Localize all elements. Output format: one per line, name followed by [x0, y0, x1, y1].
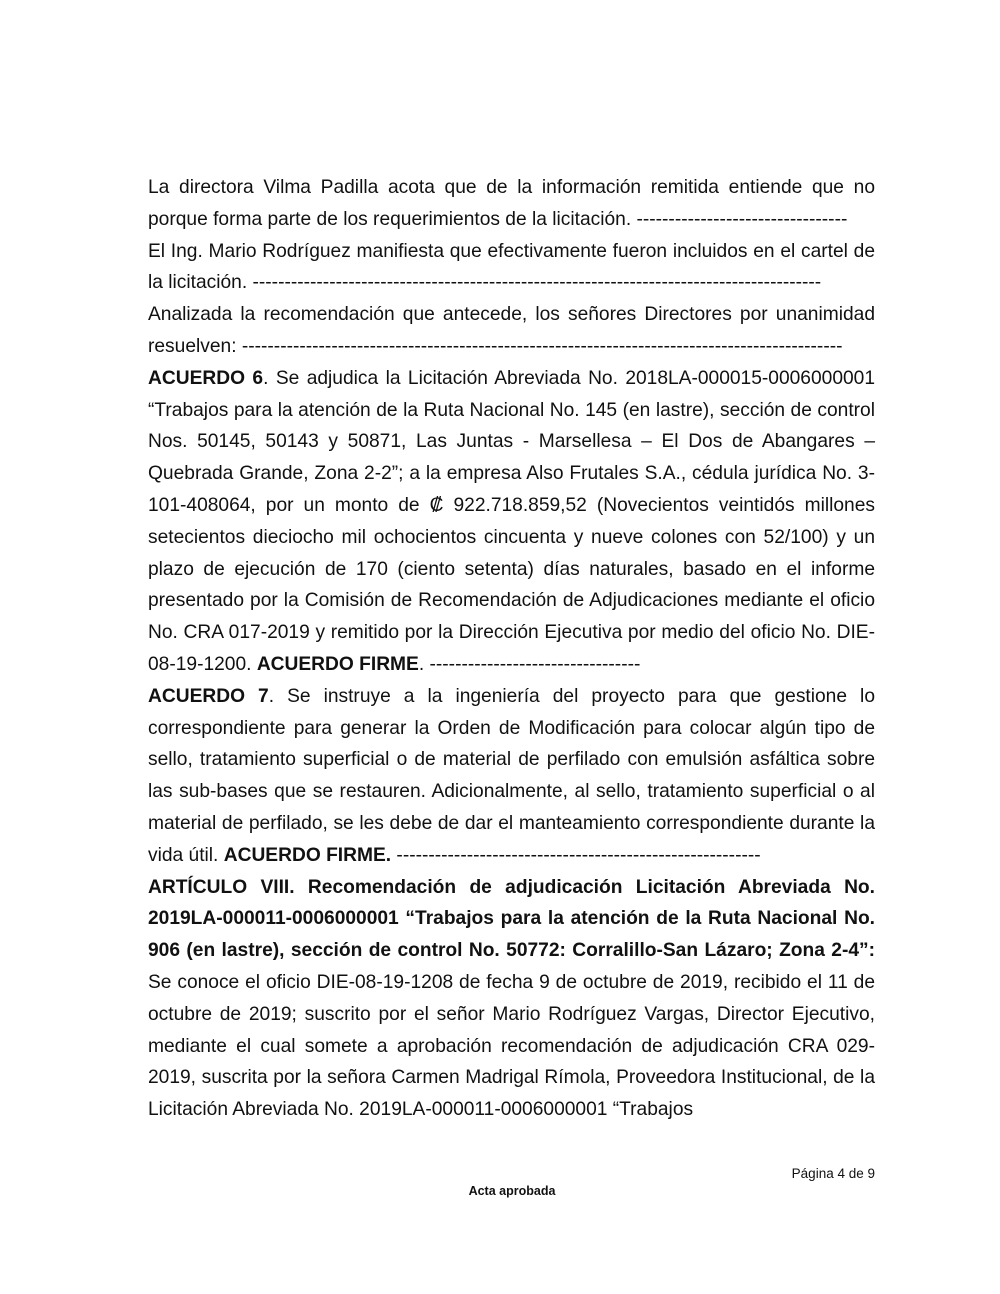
acuerdo-firme: ACUERDO FIRME — [256, 653, 419, 675]
paragraph-padilla — [148, 172, 875, 236]
articulo-heading: ARTÍCULO VIII. Recomendación de adjudicación Licitación Abreviada No. 2019LA-000011-0006000001 “Trabajos para la atención de la Ruta Nacional No. 906 (en lastre), sección de control No. 50772: Corralillo-San Lázaro; Zona 2-4”: — [148, 876, 875, 962]
acuerdo-label: ACUERDO 6 — [148, 367, 264, 389]
dash-filler: --------------------------------- — [631, 208, 848, 230]
articulo-text: Se conoce el oficio DIE-08-19-1208 de fecha 9 de octubre de 2019, recibido el 11 de octubre de 2019; suscrito por el señor Mario Rodríguez Vargas, Director Ejecutivo, mediante el cual somete a aprobación recomendación de adjudicación CRA 029-2019, suscrita por la señora Carmen Madrigal Rímola, Proveedora Institucional, de la Licitación Abreviada No. 2019LA-000011-0006000001 “Trabajos — [148, 971, 875, 1121]
document-status: Acta aprobada — [468, 1184, 556, 1198]
paragraph-text: El Ing. Mario Rodríguez manifiesta que efectivamente fueron incluidos en el cartel de la licitación. — [148, 240, 875, 294]
dash-filler: . --------------------------------- — [418, 653, 641, 675]
document-body — [148, 172, 875, 1126]
paragraph-text: La directora Vilma Padilla acota que de la información remitida entiende que no porque forma parte de los requerimientos de la licitación. — [148, 177, 875, 230]
acuerdo-text: . Se instruye a la ingeniería del proyecto para que gestione lo correspondiente para generar la Orden de Modificación para colocar algún tipo de sello, tratamiento superficial o de material de perfilado con emulsión asfáltica sobre las sub-bases que se restauren. Adicionalmente, al sello, tratamiento superficial o al material de perfilado, se les debe de dar el manteamiento correspondiente durante la vida útil. — [148, 685, 875, 866]
paragraph-rodriguez — [148, 236, 875, 300]
paragraph-analizada — [148, 299, 875, 363]
dash-filler: ---------------------------------------------------------------------------------------------- — [236, 335, 843, 357]
paragraph-articulo-viii — [148, 872, 875, 1126]
dash-filler: --------------------------------------------------------- — [391, 844, 761, 866]
acuerdo-text: . Se adjudica la Licitación Abreviada No. 2018LA-000015-0006000001 “Trabajos para la atención de la Ruta Nacional No. 145 (en lastre), sección de control Nos. 50145, 50143 y 50871, Las Juntas - Marsellesa – El Dos de Abangares – Quebrada Grande, Zona 2-2”; a la empresa Also Frutales S.A., cédula jurídica No. 3-101-408064, por un monto de ₡ 922.718.859,52 (Novecientos veintidós millones setecientos dieciocho mil ochocientos cincuenta y nueve colones con 52/100) y un plazo de ejecución de 170 (ciento setenta) días naturales, basado en el informe presentado por la Comisión de Recomendación de Adjudicaciones mediante el oficio No. CRA 017-2019 y remitido por la Dirección Ejecutiva por medio del oficio No. DIE-08-19-1200. — [148, 367, 876, 675]
acuerdo-label: ACUERDO 7 — [148, 685, 269, 707]
paragraph-text: Analizada la recomendación que antecede, los señores Directores por unanimidad resuelven: — [148, 304, 875, 357]
page-number: Página 4 de 9 — [791, 1166, 875, 1181]
acuerdo-firme: ACUERDO FIRME. — [223, 844, 392, 866]
paragraph-acuerdo-7 — [148, 681, 875, 872]
dash-filler: ----------------------------------------------------------------------------------------- — [247, 272, 822, 294]
paragraph-acuerdo-6 — [148, 363, 875, 681]
